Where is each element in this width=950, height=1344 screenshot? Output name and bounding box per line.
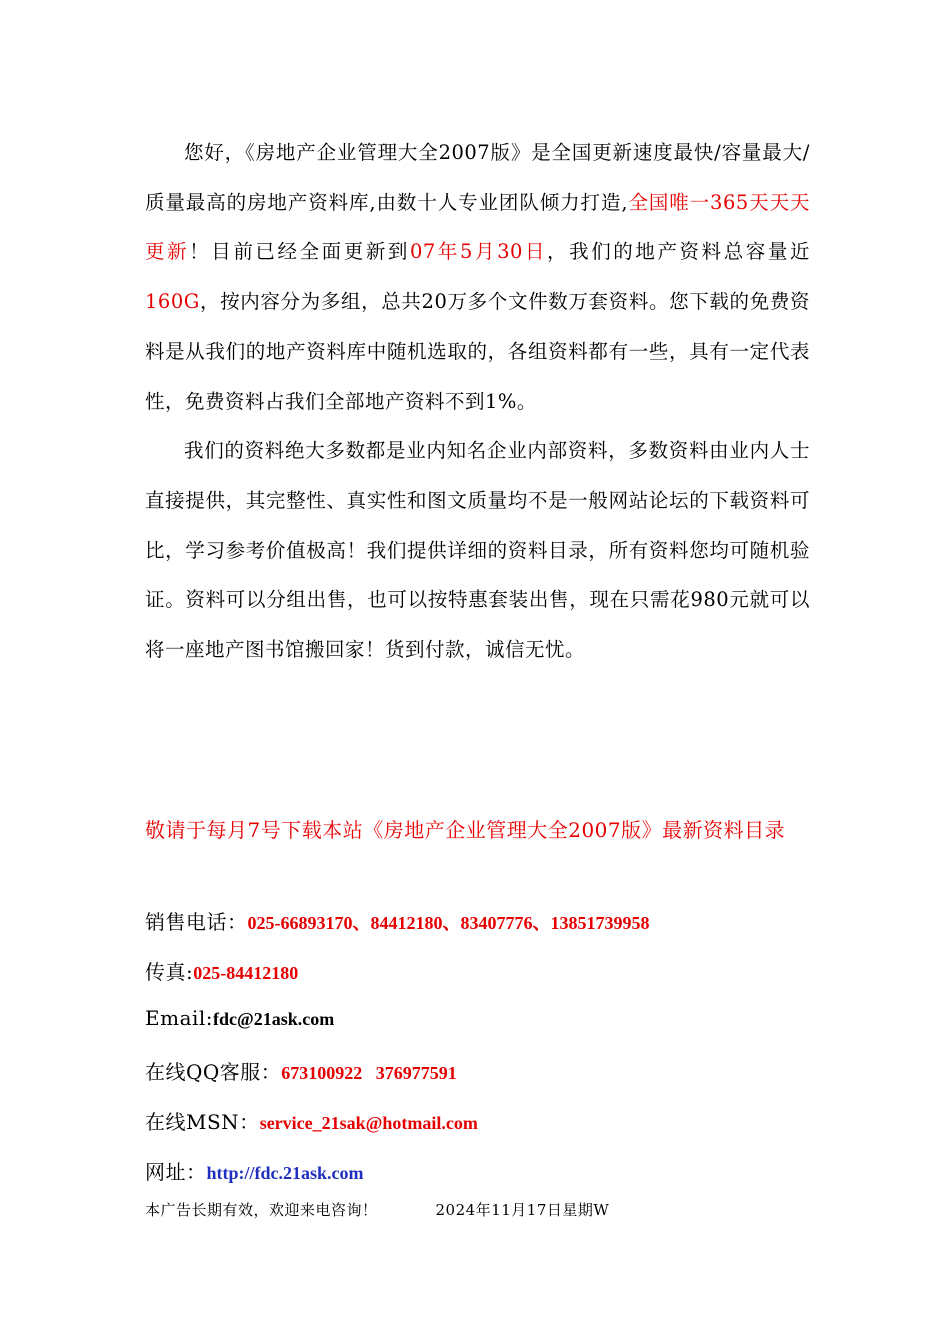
email-label: Email:: [145, 1006, 214, 1030]
sales-phone-label: 销售电话：: [145, 910, 248, 934]
download-notice: 敬请于每月7号下载本站《房地产企业管理大全2007版》最新资料目录: [145, 818, 786, 842]
fax-line: [145, 956, 298, 985]
sales-phone-value: 025-66893170、84412180、83407776、13851739958: [247, 913, 650, 933]
intro-highlight-capacity: 160G: [145, 290, 200, 314]
intro-text-b: ！目前已经全面更新到: [189, 240, 411, 264]
qq-value: 673100922 376977591: [281, 1063, 457, 1083]
intro-paragraph-2: 我们的资料绝大多数都是业内知名企业内部资料，多数资料由业内人士直接提供，其完整性、真实性和图文质量均不是一般网站论坛的下载资料可比，学习参考价值极高！我们提供详细的资料目录，所有资料您均可随机验证。资料可以分组出售，也可以按特惠套装出售，现在只需花980元就可以将一座地产图书馆搬回家！货到付款，诚信无忧。: [145, 439, 810, 662]
sales-phone-line: [145, 906, 650, 935]
fax-label: 传真:: [145, 960, 194, 984]
website-line: [145, 1156, 364, 1185]
footer-line: [145, 1199, 609, 1220]
intro-highlight-daily-update: 全国唯一365天天天更新: [145, 190, 810, 264]
qq-label: 在线QQ客服：: [145, 1060, 282, 1084]
website-link[interactable]: http://fdc.21ask.com: [206, 1163, 364, 1183]
document-page: [145, 128, 810, 1219]
msn-line: [145, 1106, 478, 1135]
footer-note: 本广告长期有效，欢迎来电咨询！: [145, 1201, 378, 1219]
msn-value[interactable]: service_21sak@hotmail.com: [259, 1113, 478, 1133]
email-value[interactable]: fdc@21ask.com: [213, 1009, 335, 1029]
msn-label: 在线MSN：: [145, 1110, 260, 1134]
email-line: [145, 1006, 334, 1030]
intro-highlight-date: 07年5月30日: [410, 240, 548, 264]
website-label: 网址：: [145, 1160, 207, 1184]
qq-line: [145, 1056, 457, 1085]
fax-value: 025-84412180: [193, 963, 299, 983]
intro-text-c: ，我们的地产资料总容量近: [547, 240, 810, 264]
intro-text-a: 您好，《房地产企业管理大全2007版》是全国更新速度最快/容量最大/质量最高的房地产资料库,由数十人专业团队倾力打造,: [145, 141, 810, 214]
intro-text-d: ，按内容分为多组，总共20万多个文件数万套资料。您下载的免费资料是从我们的地产资料库中随机选取的，各组资料都有一些，具有一定代表性，免费资料占我们全部地产资料不到1%。: [145, 290, 810, 413]
footer-date: 2024年11月17日星期W: [435, 1201, 610, 1219]
intro-paragraph-1: [145, 128, 810, 426]
